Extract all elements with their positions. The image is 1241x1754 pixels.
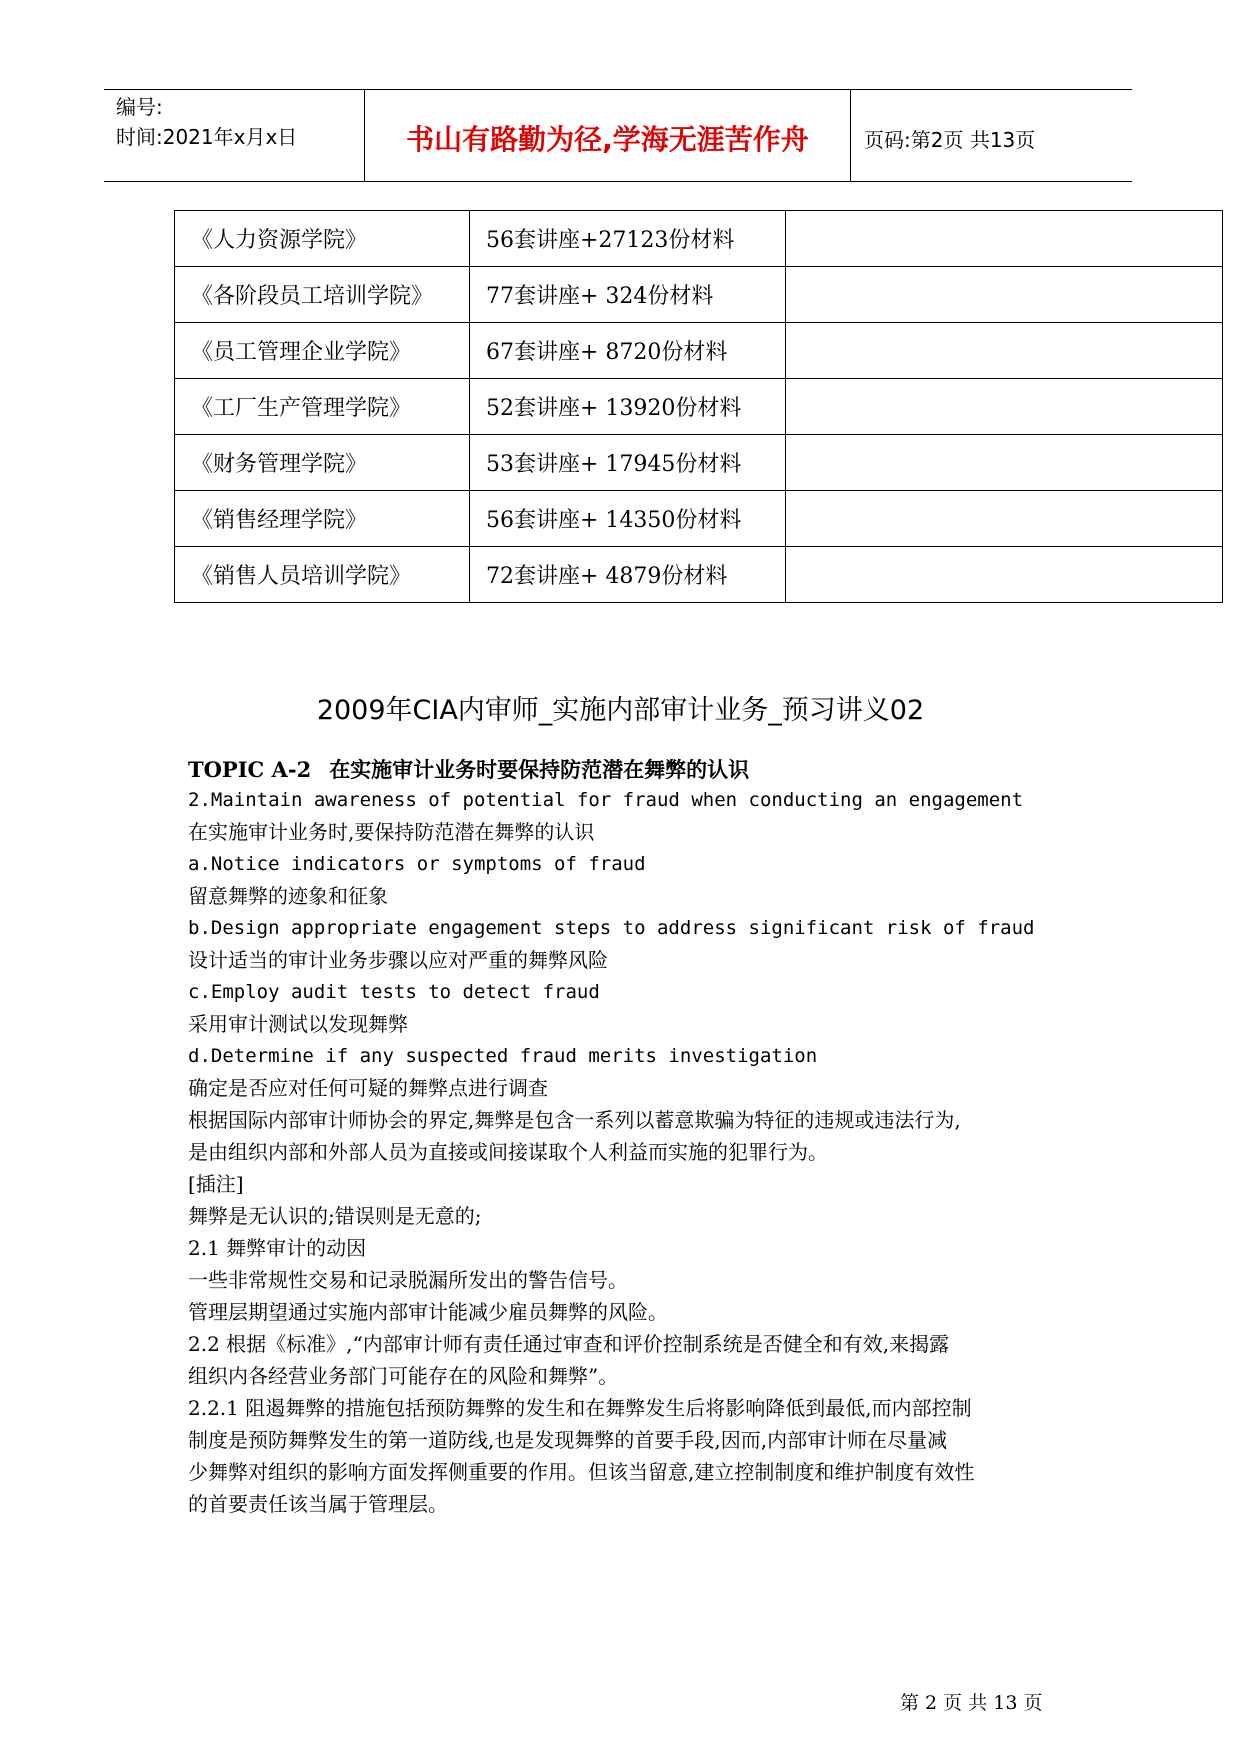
- paragraph-zh: 2.2 根据《标准》,“内部审计师有责任通过审查和评价控制系统是否健全和有效,来揭露: [188, 1332, 950, 1356]
- paragraph-zh: 设计适当的审计业务步骤以应对严重的舞弊风险: [188, 948, 608, 972]
- table-cell-count: 77套讲座+ 324份材料: [470, 267, 786, 323]
- paragraph-zh: 2.2.1 阻遏舞弊的措施包括预防舞弊的发生和在舞弊发生后将影响降低到最低,而内部控制: [188, 1396, 972, 1420]
- table-cell-count: 72套讲座+ 4879份材料: [470, 547, 786, 603]
- course-table: [174, 210, 1223, 603]
- header-top-rule: [104, 89, 1132, 90]
- topic-heading: [188, 756, 1088, 784]
- table-cell-name: 《工厂生产管理学院》: [175, 379, 470, 435]
- topic-title: 在实施审计业务时要保持防范潜在舞弊的认识: [329, 757, 750, 782]
- table-cell-count: 56套讲座+27123份材料: [470, 211, 786, 267]
- table-cell-extra: [786, 211, 1223, 267]
- table-cell-extra: [786, 435, 1223, 491]
- topic-number: TOPIC A-2: [188, 757, 312, 782]
- paragraph-en: a.Notice indicators or symptoms of fraud: [188, 853, 646, 875]
- paragraph-zh: 2.1 舞弊审计的动因: [188, 1236, 367, 1260]
- paragraph-zh: 留意舞弊的迹象和征象: [188, 884, 388, 908]
- header-meta: [116, 92, 297, 152]
- paragraph-zh: 在实施审计业务时,要保持防范潜在舞弊的认识: [188, 820, 595, 844]
- paragraph-en: b.Design appropriate engagement steps to address significant risk of fraud: [188, 917, 1035, 939]
- table-cell-name: 《人力资源学院》: [175, 211, 470, 267]
- header-bottom-rule: [104, 181, 1132, 182]
- table-row: [175, 323, 1223, 379]
- header-motto: 书山有路勤为径,学海无涯苦作舟: [406, 123, 809, 156]
- page-footer: 第 2 页 共 13 页: [900, 1692, 1043, 1714]
- paragraph-zh: 制度是预防舞弊发生的第一道防线,也是发现舞弊的首要手段,因而,内部审计师在尽量减: [188, 1428, 948, 1452]
- table-cell-count: 56套讲座+ 14350份材料: [470, 491, 786, 547]
- paragraph-zh: 少舞弊对组织的影响方面发挥侧重要的作用。但该当留意,建立控制制度和维护制度有效性: [188, 1460, 975, 1484]
- paragraph-zh: 采用审计测试以发现舞弊: [188, 1012, 408, 1036]
- table-cell-name: 《销售人员培训学院》: [175, 547, 470, 603]
- paragraph-zh: 舞弊是无认识的;错误则是无意的;: [188, 1204, 482, 1228]
- table-cell-count: 52套讲座+ 13920份材料: [470, 379, 786, 435]
- table-row: [175, 547, 1223, 603]
- paragraph-en: 2.Maintain awareness of potential for fraud when conducting an engagement: [188, 789, 1024, 811]
- paragraph-zh: [插注]: [188, 1172, 244, 1196]
- table-cell-extra: [786, 379, 1223, 435]
- paragraph-zh: 确定是否应对任何可疑的舞弊点进行调查: [188, 1076, 548, 1100]
- number-label: 编号:: [116, 95, 163, 119]
- table-cell-count: 67套讲座+ 8720份材料: [470, 323, 786, 379]
- table-row: [175, 379, 1223, 435]
- table-row: [175, 211, 1223, 267]
- paragraph-en: d.Determine if any suspected fraud merits investigation: [188, 1045, 818, 1067]
- table-cell-name: 《各阶段员工培训学院》: [175, 267, 470, 323]
- table-cell-name: 《财务管理学院》: [175, 435, 470, 491]
- table-row: [175, 267, 1223, 323]
- header-page-code: 页码:第2页 共13页: [864, 128, 1036, 152]
- paragraph-zh: 是由组织内部和外部人员为直接或间接谋取个人利益而实施的犯罪行为。: [188, 1140, 828, 1164]
- table-cell-count: 53套讲座+ 17945份材料: [470, 435, 786, 491]
- time-label: 时间:2021年x月x日: [116, 125, 298, 149]
- table-row: [175, 491, 1223, 547]
- table-cell-extra: [786, 491, 1223, 547]
- table-cell-name: 《员工管理企业学院》: [175, 323, 470, 379]
- paragraph-zh: 组织内各经营业务部门可能存在的风险和舞弊”。: [188, 1364, 619, 1388]
- document-body: [188, 756, 1088, 1520]
- paragraph-zh: 的首要责任该当属于管理层。: [188, 1492, 448, 1516]
- paragraph-zh: 根据国际内部审计师协会的界定,舞弊是包含一系列以蓄意欺骗为特征的违规或违法行为,: [188, 1108, 961, 1132]
- table-cell-name: 《销售经理学院》: [175, 491, 470, 547]
- paragraph-zh: 一些非常规性交易和记录脱漏所发出的警告信号。: [188, 1268, 628, 1292]
- paragraph-zh: 管理层期望通过实施内部审计能减少雇员舞弊的风险。: [188, 1300, 668, 1324]
- document-title: 2009年CIA内审师_实施内部审计业务_预习讲义02: [316, 695, 925, 726]
- table-cell-extra: [786, 267, 1223, 323]
- table-cell-extra: [786, 547, 1223, 603]
- paragraph-en: c.Employ audit tests to detect fraud: [188, 981, 600, 1003]
- table-row: [175, 435, 1223, 491]
- table-cell-extra: [786, 323, 1223, 379]
